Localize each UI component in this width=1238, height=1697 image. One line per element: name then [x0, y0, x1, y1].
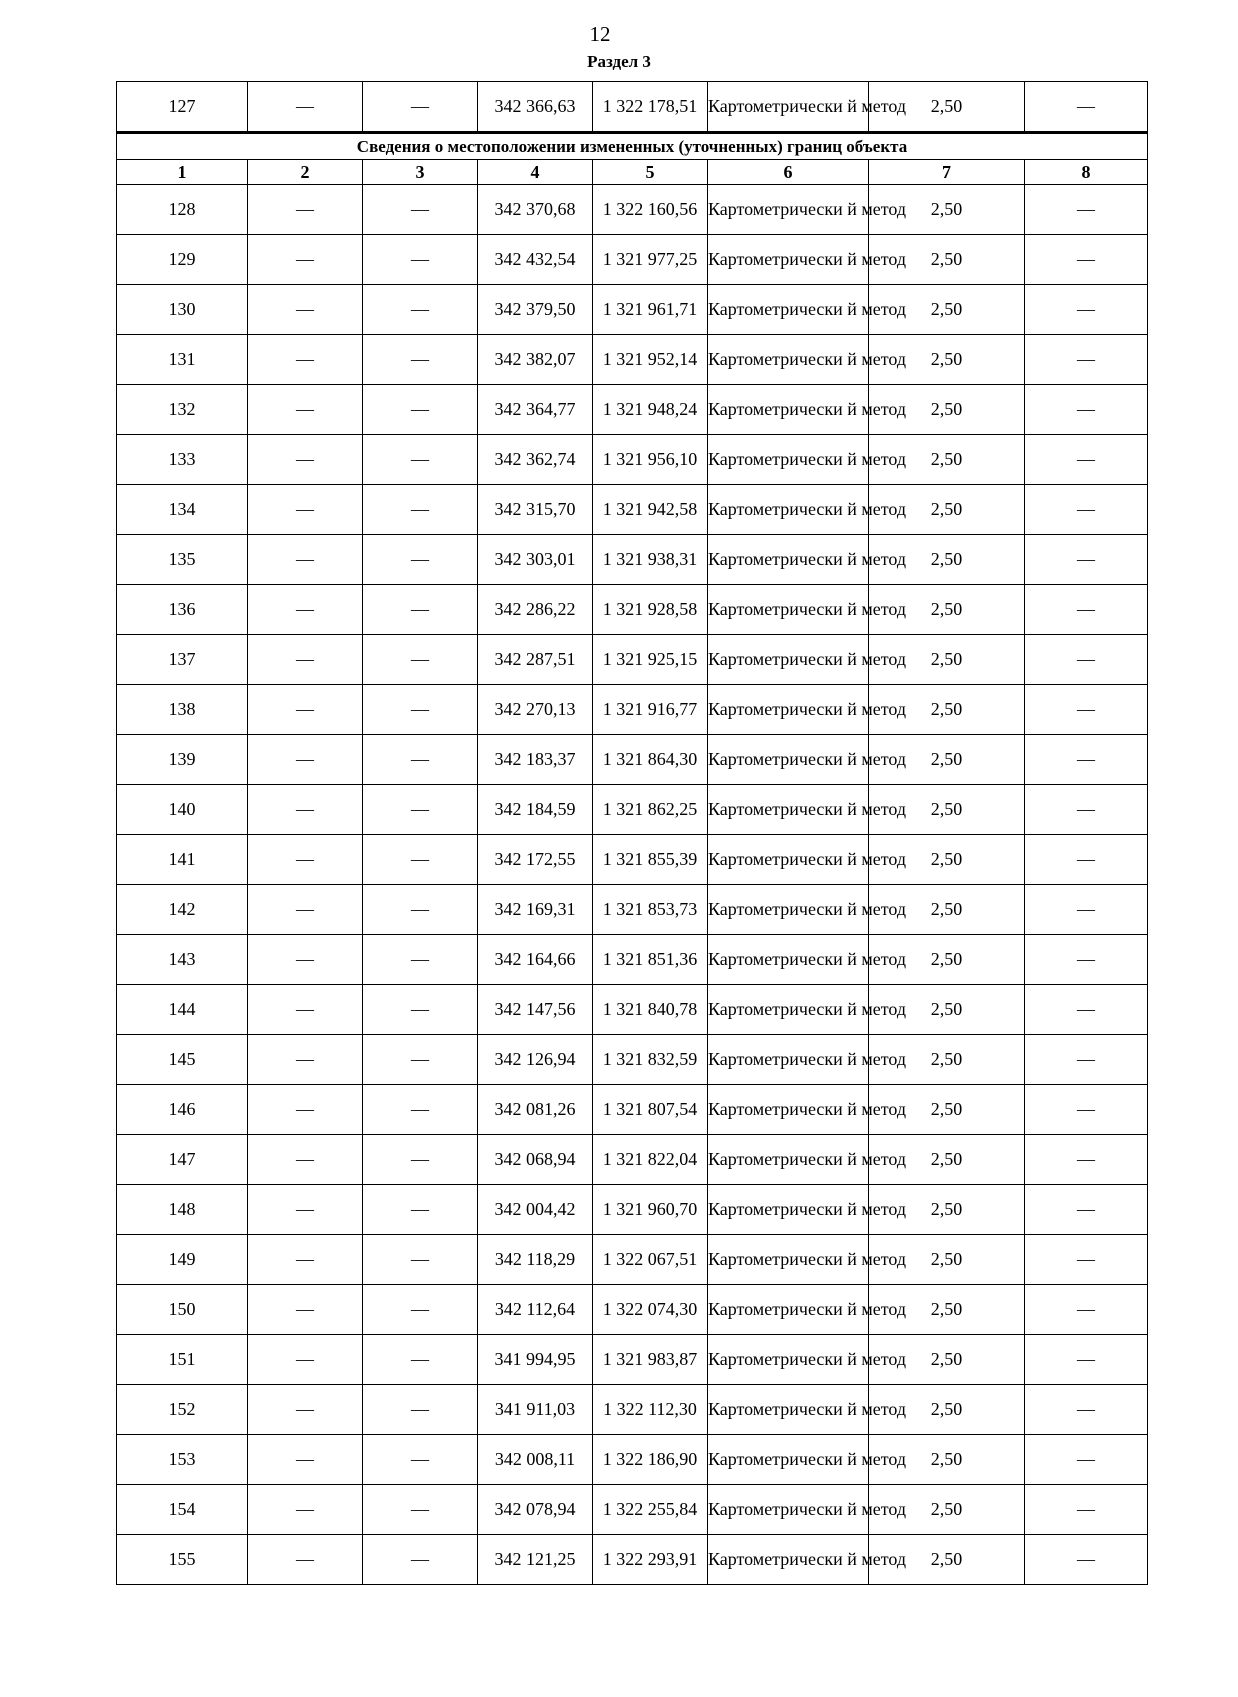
accuracy-cell: 2,50	[869, 1135, 1025, 1185]
x-coord-cell: 342 147,56	[478, 985, 593, 1035]
col8-cell: —	[1025, 235, 1148, 285]
col3-cell: —	[363, 435, 478, 485]
col8-cell: —	[1025, 185, 1148, 235]
accuracy-cell: 2,50	[869, 835, 1025, 885]
col8-cell: —	[1025, 685, 1148, 735]
accuracy-cell: 2,50	[869, 335, 1025, 385]
method-cell: Картометрически й метод	[708, 835, 869, 885]
x-coord-cell: 342 081,26	[478, 1085, 593, 1135]
col8-cell: —	[1025, 1535, 1148, 1585]
x-coord-cell: 342 287,51	[478, 635, 593, 685]
table-row	[117, 535, 1148, 585]
col2-cell: —	[248, 1335, 363, 1385]
method-cell: Картометрически й метод	[708, 185, 869, 235]
col2-cell: —	[248, 585, 363, 635]
accuracy-cell: 2,50	[869, 1485, 1025, 1535]
col8-cell: —	[1025, 285, 1148, 335]
accuracy-cell: 2,50	[869, 385, 1025, 435]
col8-cell: —	[1025, 635, 1148, 685]
col8-cell: —	[1025, 435, 1148, 485]
col3-cell: —	[363, 785, 478, 835]
column-number: 8	[1025, 160, 1148, 185]
col2-cell: —	[248, 1135, 363, 1185]
col2-cell: —	[248, 535, 363, 585]
x-coord-cell: 342 366,63	[478, 82, 593, 133]
x-coord-cell: 342 379,50	[478, 285, 593, 335]
accuracy-cell: 2,50	[869, 1185, 1025, 1235]
y-coord-cell: 1 322 074,30	[593, 1285, 708, 1335]
accuracy-cell: 2,50	[869, 985, 1025, 1035]
col8-cell: —	[1025, 935, 1148, 985]
point-number-cell: 137	[117, 635, 248, 685]
x-coord-cell: 342 286,22	[478, 585, 593, 635]
col8-cell: —	[1025, 1085, 1148, 1135]
col3-cell: —	[363, 1535, 478, 1585]
col3-cell: —	[363, 1435, 478, 1485]
col2-cell: —	[248, 385, 363, 435]
point-number-cell: 139	[117, 735, 248, 785]
col8-cell: —	[1025, 1185, 1148, 1235]
col3-cell: —	[363, 885, 478, 935]
col2-cell: —	[248, 1235, 363, 1285]
table-row	[117, 935, 1148, 985]
x-coord-cell: 342 183,37	[478, 735, 593, 785]
table-row	[117, 385, 1148, 435]
table-row	[117, 82, 1148, 133]
x-coord-cell: 342 169,31	[478, 885, 593, 935]
table-subheader-row	[117, 133, 1148, 160]
y-coord-cell: 1 322 067,51	[593, 1235, 708, 1285]
point-number-cell: 128	[117, 185, 248, 235]
accuracy-cell: 2,50	[869, 635, 1025, 685]
table-row	[117, 285, 1148, 335]
point-number-cell: 138	[117, 685, 248, 735]
col2-cell: —	[248, 685, 363, 735]
accuracy-cell: 2,50	[869, 735, 1025, 785]
col3-cell: —	[363, 185, 478, 235]
point-number-cell: 133	[117, 435, 248, 485]
x-coord-cell: 342 068,94	[478, 1135, 593, 1185]
point-number-cell: 151	[117, 1335, 248, 1385]
accuracy-cell: 2,50	[869, 1435, 1025, 1485]
y-coord-cell: 1 321 956,10	[593, 435, 708, 485]
x-coord-cell: 342 364,77	[478, 385, 593, 435]
col2-cell: —	[248, 1035, 363, 1085]
col2-cell: —	[248, 285, 363, 335]
col2-cell: —	[248, 735, 363, 785]
accuracy-cell: 2,50	[869, 1335, 1025, 1385]
col8-cell: —	[1025, 1385, 1148, 1435]
accuracy-cell: 2,50	[869, 82, 1025, 133]
point-number-cell: 144	[117, 985, 248, 1035]
accuracy-cell: 2,50	[869, 235, 1025, 285]
x-coord-cell: 342 315,70	[478, 485, 593, 535]
accuracy-cell: 2,50	[869, 1285, 1025, 1335]
method-cell: Картометрически й метод	[708, 1385, 869, 1435]
col3-cell: —	[363, 285, 478, 335]
point-number-cell: 154	[117, 1485, 248, 1535]
table-row	[117, 235, 1148, 285]
accuracy-cell: 2,50	[869, 535, 1025, 585]
col2-cell: —	[248, 82, 363, 133]
point-number-cell: 132	[117, 385, 248, 435]
col2-cell: —	[248, 985, 363, 1035]
method-cell: Картометрически й метод	[708, 1235, 869, 1285]
table-row	[117, 1235, 1148, 1285]
col3-cell: —	[363, 1035, 478, 1085]
y-coord-cell: 1 321 855,39	[593, 835, 708, 885]
col2-cell: —	[248, 1185, 363, 1235]
x-coord-cell: 342 172,55	[478, 835, 593, 885]
table-row	[117, 1435, 1148, 1485]
col8-cell: —	[1025, 335, 1148, 385]
col2-cell: —	[248, 1085, 363, 1135]
accuracy-cell: 2,50	[869, 685, 1025, 735]
x-coord-cell: 341 911,03	[478, 1385, 593, 1435]
method-cell: Картометрически й метод	[708, 735, 869, 785]
accuracy-cell: 2,50	[869, 435, 1025, 485]
col3-cell: —	[363, 235, 478, 285]
col3-cell: —	[363, 735, 478, 785]
table-row	[117, 635, 1148, 685]
table-row	[117, 335, 1148, 385]
point-number-cell: 153	[117, 1435, 248, 1485]
point-number-cell: 149	[117, 1235, 248, 1285]
col8-cell: —	[1025, 835, 1148, 885]
column-number: 2	[248, 160, 363, 185]
method-cell: Картометрически й метод	[708, 235, 869, 285]
y-coord-cell: 1 322 255,84	[593, 1485, 708, 1535]
y-coord-cell: 1 321 928,58	[593, 585, 708, 635]
col3-cell: —	[363, 985, 478, 1035]
x-coord-cell: 342 112,64	[478, 1285, 593, 1335]
table-row	[117, 685, 1148, 735]
method-cell: Картометрически й метод	[708, 785, 869, 835]
col8-cell: —	[1025, 485, 1148, 535]
col3-cell: —	[363, 935, 478, 985]
col3-cell: —	[363, 1185, 478, 1235]
x-coord-cell: 342 184,59	[478, 785, 593, 835]
accuracy-cell: 2,50	[869, 1035, 1025, 1085]
accuracy-cell: 2,50	[869, 785, 1025, 835]
point-number-cell: 135	[117, 535, 248, 585]
column-number: 1	[117, 160, 248, 185]
column-number: 3	[363, 160, 478, 185]
method-cell: Картометрически й метод	[708, 1135, 869, 1185]
x-coord-cell: 342 303,01	[478, 535, 593, 585]
method-cell: Картометрически й метод	[708, 385, 869, 435]
col2-cell: —	[248, 485, 363, 535]
table-row	[117, 785, 1148, 835]
col2-cell: —	[248, 885, 363, 935]
method-cell: Картометрически й метод	[708, 985, 869, 1035]
col8-cell: —	[1025, 1235, 1148, 1285]
accuracy-cell: 2,50	[869, 285, 1025, 335]
method-cell: Картометрически й метод	[708, 285, 869, 335]
table-body	[117, 82, 1148, 1585]
col3-cell: —	[363, 685, 478, 735]
y-coord-cell: 1 321 807,54	[593, 1085, 708, 1135]
y-coord-cell: 1 322 112,30	[593, 1385, 708, 1435]
col2-cell: —	[248, 435, 363, 485]
y-coord-cell: 1 321 853,73	[593, 885, 708, 935]
table-row	[117, 1535, 1148, 1585]
table-row	[117, 185, 1148, 235]
point-number-cell: 134	[117, 485, 248, 535]
point-number-cell: 143	[117, 935, 248, 985]
y-coord-cell: 1 321 952,14	[593, 335, 708, 385]
point-number-cell: 155	[117, 1535, 248, 1585]
col8-cell: —	[1025, 1485, 1148, 1535]
col3-cell: —	[363, 385, 478, 435]
method-cell: Картометрически й метод	[708, 1085, 869, 1135]
table-row	[117, 1285, 1148, 1335]
col2-cell: —	[248, 335, 363, 385]
table-row	[117, 885, 1148, 935]
table-row	[117, 1085, 1148, 1135]
method-cell: Картометрически й метод	[708, 1535, 869, 1585]
y-coord-cell: 1 321 864,30	[593, 735, 708, 785]
y-coord-cell: 1 321 916,77	[593, 685, 708, 735]
x-coord-cell: 342 118,29	[478, 1235, 593, 1285]
table-row	[117, 835, 1148, 885]
method-cell: Картометрически й метод	[708, 685, 869, 735]
accuracy-cell: 2,50	[869, 885, 1025, 935]
col2-cell: —	[248, 1485, 363, 1535]
col8-cell: —	[1025, 885, 1148, 935]
col3-cell: —	[363, 1285, 478, 1335]
x-coord-cell: 342 078,94	[478, 1485, 593, 1535]
col3-cell: —	[363, 82, 478, 133]
y-coord-cell: 1 322 160,56	[593, 185, 708, 235]
col8-cell: —	[1025, 985, 1148, 1035]
point-number-cell: 127	[117, 82, 248, 133]
col3-cell: —	[363, 835, 478, 885]
table-subheader: Сведения о местоположении измененных (уточненных) границ объекта	[117, 133, 1148, 160]
col2-cell: —	[248, 1535, 363, 1585]
table-row	[117, 485, 1148, 535]
y-coord-cell: 1 321 851,36	[593, 935, 708, 985]
method-cell: Картометрически й метод	[708, 635, 869, 685]
col3-cell: —	[363, 1235, 478, 1285]
column-number-row	[117, 160, 1148, 185]
col3-cell: —	[363, 1485, 478, 1535]
point-number-cell: 136	[117, 585, 248, 635]
y-coord-cell: 1 322 178,51	[593, 82, 708, 133]
column-number: 7	[869, 160, 1025, 185]
method-cell: Картометрически й метод	[708, 1035, 869, 1085]
col8-cell: —	[1025, 1335, 1148, 1385]
table-row	[117, 435, 1148, 485]
method-cell: Картометрически й метод	[708, 885, 869, 935]
y-coord-cell: 1 321 942,58	[593, 485, 708, 535]
x-coord-cell: 341 994,95	[478, 1335, 593, 1385]
col3-cell: —	[363, 1085, 478, 1135]
page-number: 12	[589, 22, 611, 46]
method-cell: Картометрически й метод	[708, 1485, 869, 1535]
point-number-cell: 140	[117, 785, 248, 835]
accuracy-cell: 2,50	[869, 585, 1025, 635]
table-row	[117, 585, 1148, 635]
table-row	[117, 1485, 1148, 1535]
x-coord-cell: 342 126,94	[478, 1035, 593, 1085]
col2-cell: —	[248, 1285, 363, 1335]
x-coord-cell: 342 004,42	[478, 1185, 593, 1235]
accuracy-cell: 2,50	[869, 1535, 1025, 1585]
x-coord-cell: 342 382,07	[478, 335, 593, 385]
method-cell: Картометрически й метод	[708, 1335, 869, 1385]
method-cell: Картометрически й метод	[708, 535, 869, 585]
column-number: 5	[593, 160, 708, 185]
col2-cell: —	[248, 1435, 363, 1485]
col8-cell: —	[1025, 785, 1148, 835]
col8-cell: —	[1025, 1435, 1148, 1485]
method-cell: Картометрически й метод	[708, 1285, 869, 1335]
x-coord-cell: 342 432,54	[478, 235, 593, 285]
col2-cell: —	[248, 235, 363, 285]
table-row	[117, 1035, 1148, 1085]
column-number: 6	[708, 160, 869, 185]
col3-cell: —	[363, 335, 478, 385]
y-coord-cell: 1 321 832,59	[593, 1035, 708, 1085]
y-coord-cell: 1 321 961,71	[593, 285, 708, 335]
section-title: Раздел 3	[587, 52, 651, 71]
x-coord-cell: 342 270,13	[478, 685, 593, 735]
table-row	[117, 1135, 1148, 1185]
table-row	[117, 985, 1148, 1035]
point-number-cell: 152	[117, 1385, 248, 1435]
col2-cell: —	[248, 185, 363, 235]
point-number-cell: 131	[117, 335, 248, 385]
x-coord-cell: 342 121,25	[478, 1535, 593, 1585]
col3-cell: —	[363, 585, 478, 635]
table-row	[117, 735, 1148, 785]
method-cell: Картометрически й метод	[708, 1435, 869, 1485]
y-coord-cell: 1 321 840,78	[593, 985, 708, 1035]
accuracy-cell: 2,50	[869, 485, 1025, 535]
y-coord-cell: 1 321 983,87	[593, 1335, 708, 1385]
y-coord-cell: 1 321 938,31	[593, 535, 708, 585]
column-number: 4	[478, 160, 593, 185]
table-row	[117, 1385, 1148, 1435]
accuracy-cell: 2,50	[869, 935, 1025, 985]
method-cell: Картометрически й метод	[708, 435, 869, 485]
col8-cell: —	[1025, 385, 1148, 435]
table-row	[117, 1185, 1148, 1235]
col3-cell: —	[363, 1135, 478, 1185]
point-number-cell: 147	[117, 1135, 248, 1185]
col8-cell: —	[1025, 535, 1148, 585]
y-coord-cell: 1 321 822,04	[593, 1135, 708, 1185]
point-number-cell: 148	[117, 1185, 248, 1235]
col3-cell: —	[363, 635, 478, 685]
col8-cell: —	[1025, 1035, 1148, 1085]
method-cell: Картометрически й метод	[708, 1185, 869, 1235]
method-cell: Картометрически й метод	[708, 82, 869, 133]
col8-cell: —	[1025, 735, 1148, 785]
point-number-cell: 145	[117, 1035, 248, 1085]
method-cell: Картометрически й метод	[708, 485, 869, 535]
x-coord-cell: 342 164,66	[478, 935, 593, 985]
col8-cell: —	[1025, 1135, 1148, 1185]
y-coord-cell: 1 321 925,15	[593, 635, 708, 685]
col2-cell: —	[248, 835, 363, 885]
col2-cell: —	[248, 635, 363, 685]
col8-cell: —	[1025, 585, 1148, 635]
y-coord-cell: 1 321 977,25	[593, 235, 708, 285]
accuracy-cell: 2,50	[869, 1235, 1025, 1285]
col3-cell: —	[363, 1335, 478, 1385]
point-number-cell: 150	[117, 1285, 248, 1335]
method-cell: Картометрически й метод	[708, 585, 869, 635]
point-number-cell: 146	[117, 1085, 248, 1135]
point-number-cell: 141	[117, 835, 248, 885]
accuracy-cell: 2,50	[869, 1085, 1025, 1135]
method-cell: Картометрически й метод	[708, 335, 869, 385]
y-coord-cell: 1 321 948,24	[593, 385, 708, 435]
point-number-cell: 129	[117, 235, 248, 285]
method-cell: Картометрически й метод	[708, 935, 869, 985]
y-coord-cell: 1 322 293,91	[593, 1535, 708, 1585]
col3-cell: —	[363, 485, 478, 535]
col2-cell: —	[248, 1385, 363, 1435]
y-coord-cell: 1 321 862,25	[593, 785, 708, 835]
x-coord-cell: 342 362,74	[478, 435, 593, 485]
point-number-cell: 130	[117, 285, 248, 335]
table-row	[117, 1335, 1148, 1385]
x-coord-cell: 342 008,11	[478, 1435, 593, 1485]
col3-cell: —	[363, 1385, 478, 1435]
coordinates-table	[116, 81, 1148, 1585]
col2-cell: —	[248, 785, 363, 835]
accuracy-cell: 2,50	[869, 185, 1025, 235]
y-coord-cell: 1 322 186,90	[593, 1435, 708, 1485]
point-number-cell: 142	[117, 885, 248, 935]
col3-cell: —	[363, 535, 478, 585]
col8-cell: —	[1025, 1285, 1148, 1335]
x-coord-cell: 342 370,68	[478, 185, 593, 235]
accuracy-cell: 2,50	[869, 1385, 1025, 1435]
y-coord-cell: 1 321 960,70	[593, 1185, 708, 1235]
col2-cell: —	[248, 935, 363, 985]
col8-cell: —	[1025, 82, 1148, 133]
